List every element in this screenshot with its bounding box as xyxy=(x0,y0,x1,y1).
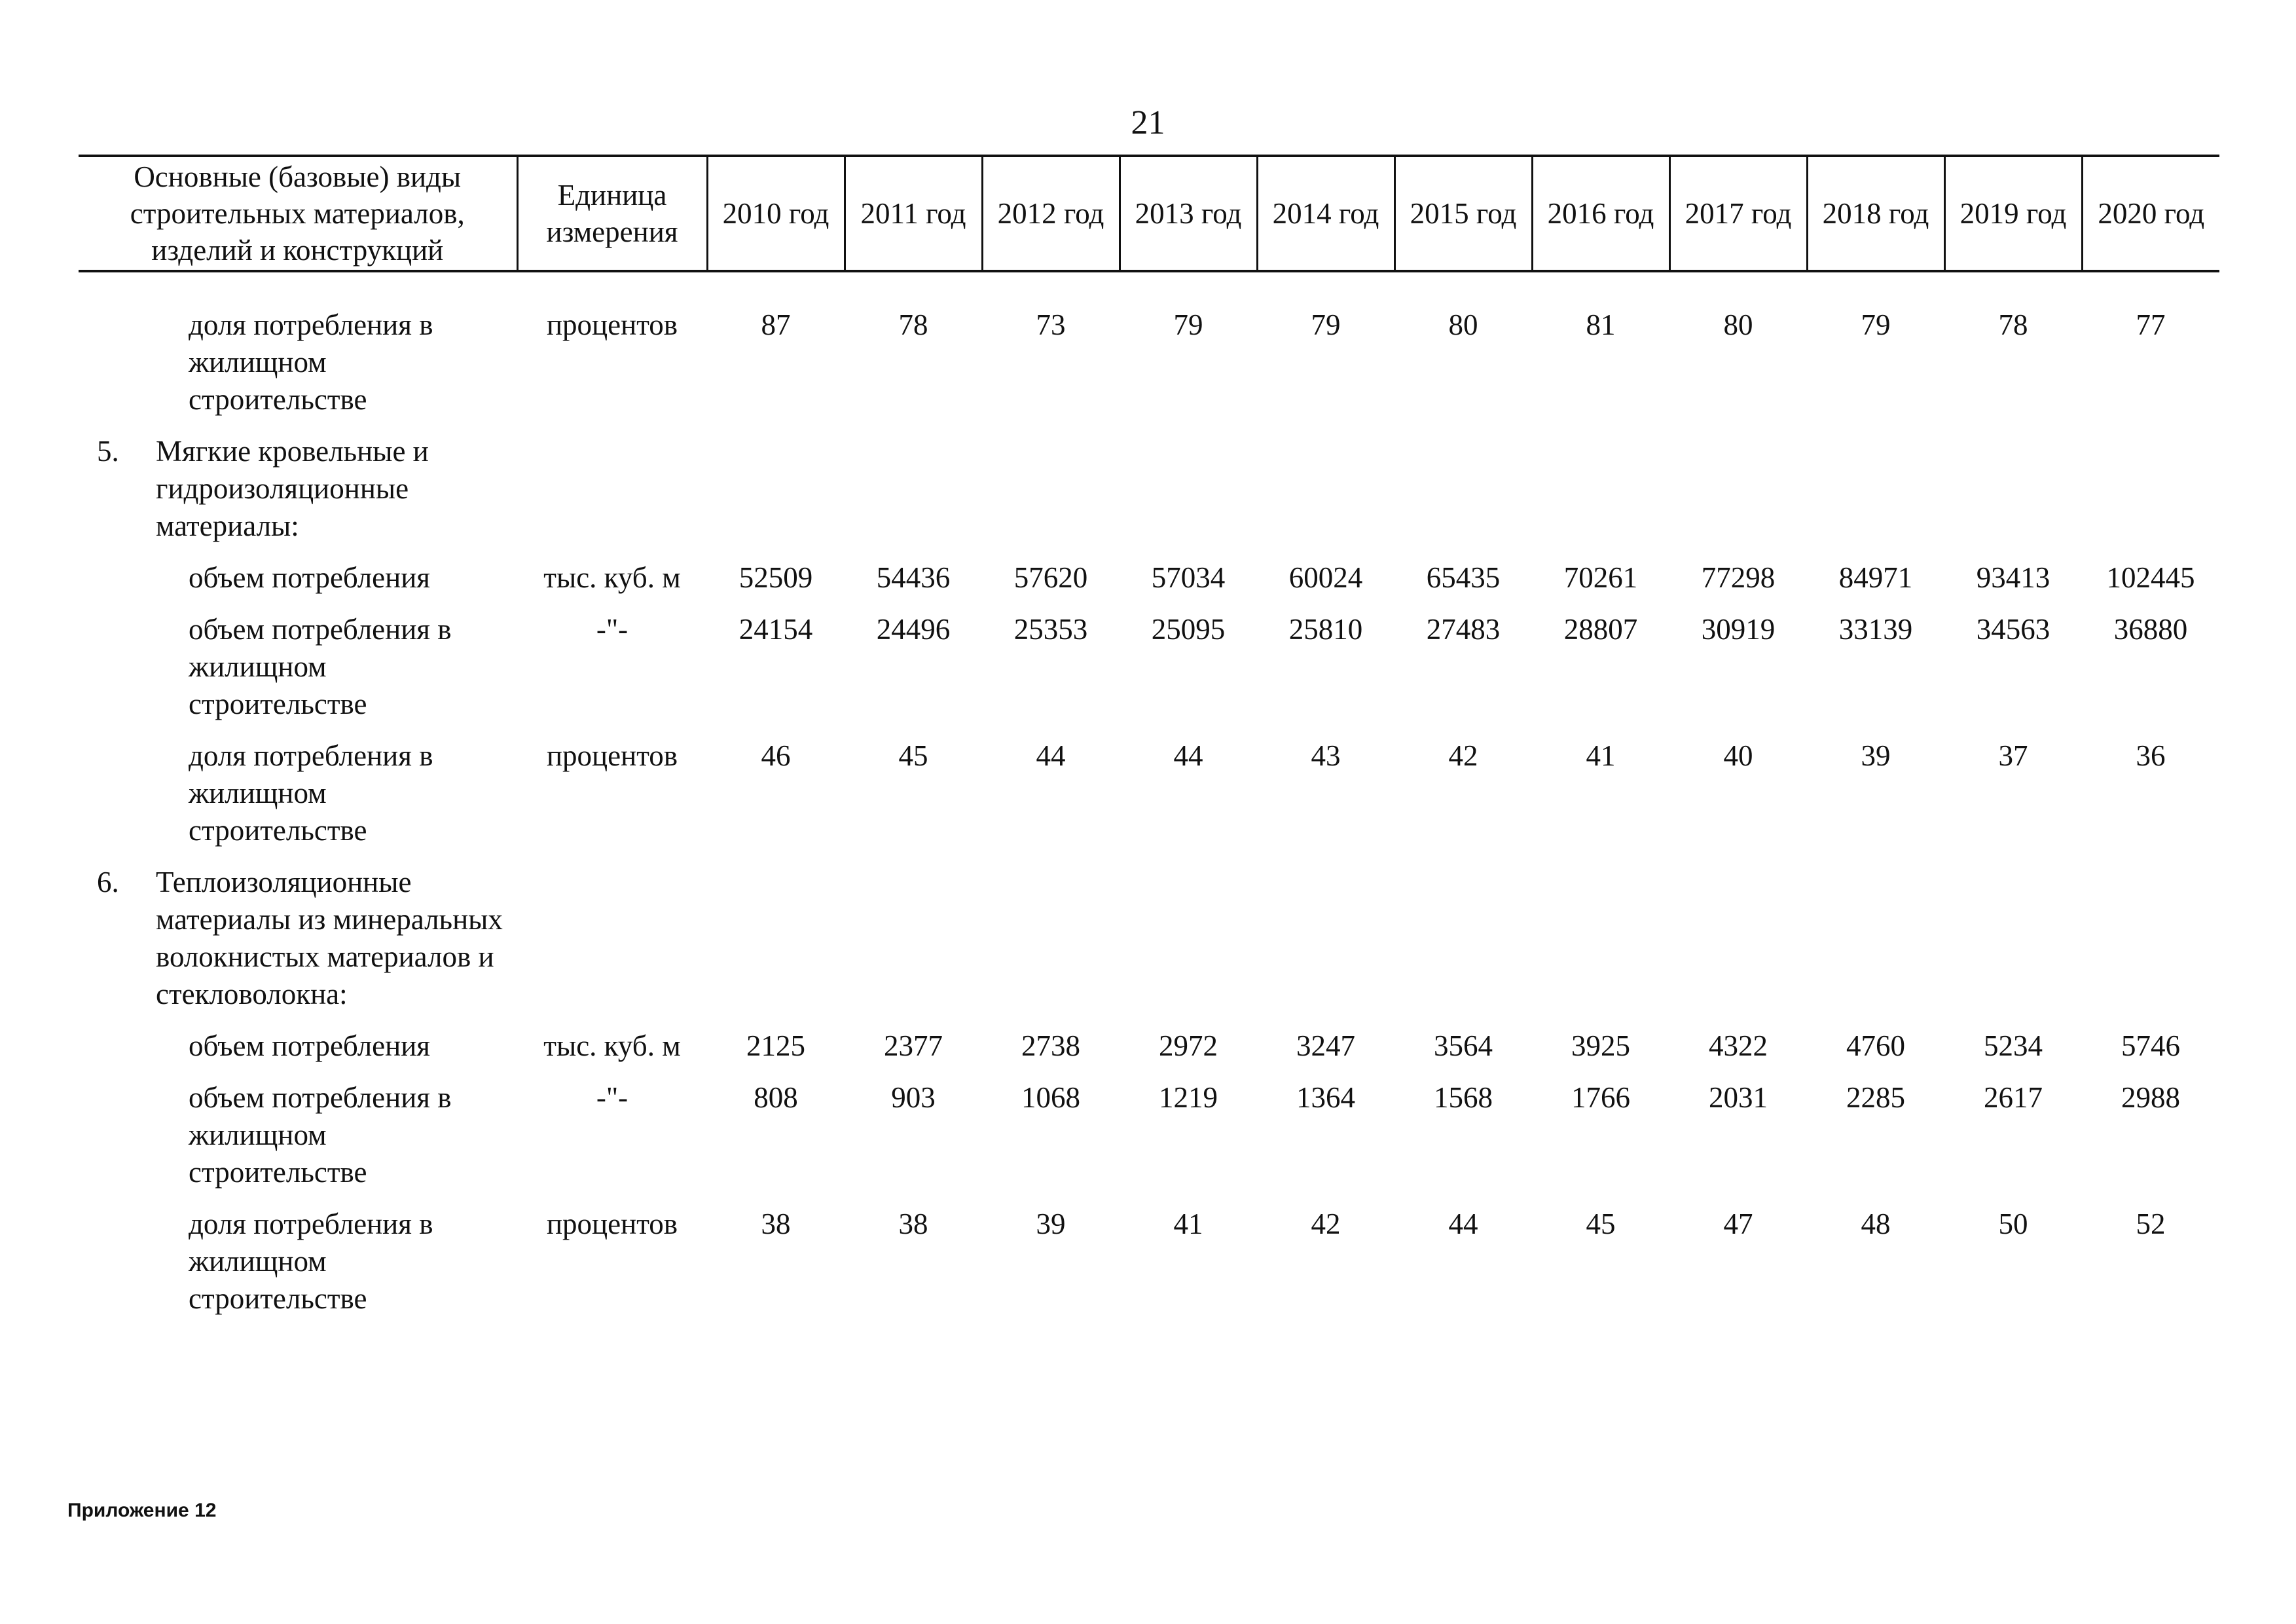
value-cell: 1766 xyxy=(1571,1081,1630,1114)
header-year-2011: 2011 год xyxy=(845,156,982,271)
header-year-2016: 2016 год xyxy=(1532,156,1669,271)
value-cell: 25353 xyxy=(1013,613,1088,646)
appendix-note: Приложение 12 xyxy=(67,1500,217,1521)
value-cell: 37 xyxy=(1998,739,2028,772)
value-cell: 3925 xyxy=(1571,1029,1630,1062)
value-cell: 25095 xyxy=(1151,613,1226,646)
value-cell: 57034 xyxy=(1151,561,1226,594)
value-cell: 25810 xyxy=(1288,613,1363,646)
value-cell: 2988 xyxy=(2121,1081,2180,1114)
value-cell: 78 xyxy=(1998,308,2028,341)
value-cell: 60024 xyxy=(1288,561,1363,594)
value-cell: 50 xyxy=(1998,1208,2028,1240)
value-cell: 44 xyxy=(1448,1208,1478,1240)
table-row xyxy=(79,306,2219,433)
header-year-2014: 2014 год xyxy=(1257,156,1394,271)
row-unit: процентов xyxy=(546,739,678,772)
value-cell: 44 xyxy=(1036,739,1066,772)
header-year-2020: 2020 год xyxy=(2082,156,2219,271)
value-cell: 79 xyxy=(1861,308,1891,341)
value-cell: 93413 xyxy=(1976,561,2050,594)
value-cell: 42 xyxy=(1448,739,1478,772)
table-row xyxy=(79,1079,2219,1206)
table-row xyxy=(79,737,2219,864)
value-cell: 2377 xyxy=(884,1029,943,1062)
header-year-2010: 2010 год xyxy=(707,156,845,271)
value-cell: 30919 xyxy=(1701,613,1776,646)
value-cell: 38 xyxy=(761,1208,791,1240)
group-number: 5. xyxy=(97,435,119,468)
table-row xyxy=(79,559,2219,611)
row-label: объем потребления xyxy=(189,1029,430,1062)
value-cell: 102445 xyxy=(2106,561,2195,594)
value-cell: 48 xyxy=(1861,1208,1891,1240)
value-cell: 79 xyxy=(1311,308,1341,341)
group-title: Теплоизоляционные материалы из минеральных волокнистых материалов и стекловолокна: xyxy=(156,866,503,1010)
value-cell: 40 xyxy=(1723,739,1753,772)
value-cell: 5234 xyxy=(1984,1029,2043,1062)
value-cell: 84971 xyxy=(1838,561,1913,594)
value-cell: 45 xyxy=(898,739,928,772)
header-year-2012: 2012 год xyxy=(982,156,1120,271)
value-cell: 43 xyxy=(1311,739,1341,772)
value-cell: 808 xyxy=(754,1081,798,1114)
group-number: 6. xyxy=(97,866,119,898)
value-cell: 2617 xyxy=(1984,1081,2043,1114)
value-cell: 34563 xyxy=(1976,613,2050,646)
value-cell: 81 xyxy=(1586,308,1616,341)
group-cell xyxy=(79,433,2219,559)
value-cell: 79 xyxy=(1173,308,1203,341)
value-cell: 77 xyxy=(2136,308,2166,341)
value-cell: 2125 xyxy=(746,1029,805,1062)
row-unit: -"- xyxy=(596,1081,629,1114)
value-cell: 2031 xyxy=(1709,1081,1768,1114)
value-cell: 57620 xyxy=(1013,561,1088,594)
value-cell: 39 xyxy=(1861,739,1891,772)
value-cell: 2738 xyxy=(1021,1029,1080,1062)
value-cell: 73 xyxy=(1036,308,1066,341)
value-cell: 5746 xyxy=(2121,1029,2180,1062)
value-cell: 27483 xyxy=(1426,613,1501,646)
value-cell: 77298 xyxy=(1701,561,1776,594)
row-label: доля потребления в жилищном строительстве xyxy=(189,1208,433,1315)
group-title: Мягкие кровельные и гидроизоляционные материалы: xyxy=(156,435,429,542)
value-cell: 2285 xyxy=(1846,1081,1905,1114)
row-unit: процентов xyxy=(546,1208,678,1240)
table-row xyxy=(79,611,2219,737)
page-number: 21 xyxy=(1131,104,1165,141)
value-cell: 80 xyxy=(1448,308,1478,341)
row-label: доля потребления в жилищном строительстве xyxy=(189,739,433,847)
header-year-2013: 2013 год xyxy=(1120,156,1257,271)
value-cell: 41 xyxy=(1173,1208,1203,1240)
row-unit: -"- xyxy=(596,613,629,646)
value-cell: 80 xyxy=(1723,308,1753,341)
value-cell: 36 xyxy=(2136,739,2166,772)
value-cell: 47 xyxy=(1723,1208,1753,1240)
value-cell: 33139 xyxy=(1838,613,1913,646)
value-cell: 44 xyxy=(1173,739,1203,772)
header-unit: Единица измерения xyxy=(517,156,707,271)
value-cell: 4322 xyxy=(1709,1029,1768,1062)
value-cell: 52509 xyxy=(738,561,813,594)
row-label: доля потребления в жилищном строительстве xyxy=(189,308,433,416)
header-year-2015: 2015 год xyxy=(1394,156,1532,271)
value-cell: 1068 xyxy=(1021,1081,1080,1114)
header-year-2018: 2018 год xyxy=(1807,156,1944,271)
table-header-row xyxy=(79,156,2219,271)
table-row xyxy=(79,1206,2219,1332)
value-cell: 54436 xyxy=(876,561,951,594)
value-cell: 52 xyxy=(2136,1208,2166,1240)
value-cell: 65435 xyxy=(1426,561,1501,594)
value-cell: 41 xyxy=(1586,739,1616,772)
row-unit: тыс. куб. м xyxy=(543,1029,681,1062)
value-cell: 36880 xyxy=(2113,613,2188,646)
row-unit: процентов xyxy=(546,308,678,341)
value-cell: 1364 xyxy=(1296,1081,1355,1114)
value-cell: 78 xyxy=(898,308,928,341)
value-cell: 87 xyxy=(761,308,791,341)
value-cell: 24154 xyxy=(738,613,813,646)
group-row xyxy=(79,864,2219,1027)
value-cell: 39 xyxy=(1036,1208,1066,1240)
table-body xyxy=(79,271,2219,1332)
value-cell: 45 xyxy=(1586,1208,1616,1240)
value-cell: 903 xyxy=(891,1081,936,1114)
value-cell: 3247 xyxy=(1296,1029,1355,1062)
value-cell: 70261 xyxy=(1563,561,1638,594)
table-row xyxy=(79,1027,2219,1079)
value-cell: 42 xyxy=(1311,1208,1341,1240)
value-cell: 4760 xyxy=(1846,1029,1905,1062)
row-label: объем потребления в жилищном строительстве xyxy=(189,613,452,720)
header-material-types: Основные (базовые) виды строительных материалов, изделий и конструкций xyxy=(79,156,517,271)
header-year-2017: 2017 год xyxy=(1669,156,1807,271)
header-year-2019: 2019 год xyxy=(1944,156,2082,271)
group-row xyxy=(79,433,2219,559)
value-cell: 38 xyxy=(898,1208,928,1240)
spacer-row xyxy=(79,271,2219,306)
materials-consumption-table xyxy=(79,155,2219,1332)
row-unit: тыс. куб. м xyxy=(543,561,681,594)
value-cell: 24496 xyxy=(876,613,951,646)
group-title-wrap xyxy=(156,864,522,1013)
value-cell: 28807 xyxy=(1563,613,1638,646)
value-cell: 3564 xyxy=(1434,1029,1493,1062)
value-cell: 1219 xyxy=(1159,1081,1218,1114)
row-label: объем потребления xyxy=(189,561,430,594)
value-cell: 1568 xyxy=(1434,1081,1493,1114)
value-cell: 46 xyxy=(761,739,791,772)
value-cell: 2972 xyxy=(1159,1029,1218,1062)
group-title-wrap xyxy=(156,433,522,545)
row-label: объем потребления в жилищном строительстве xyxy=(189,1081,452,1189)
group-cell xyxy=(79,864,2219,1027)
